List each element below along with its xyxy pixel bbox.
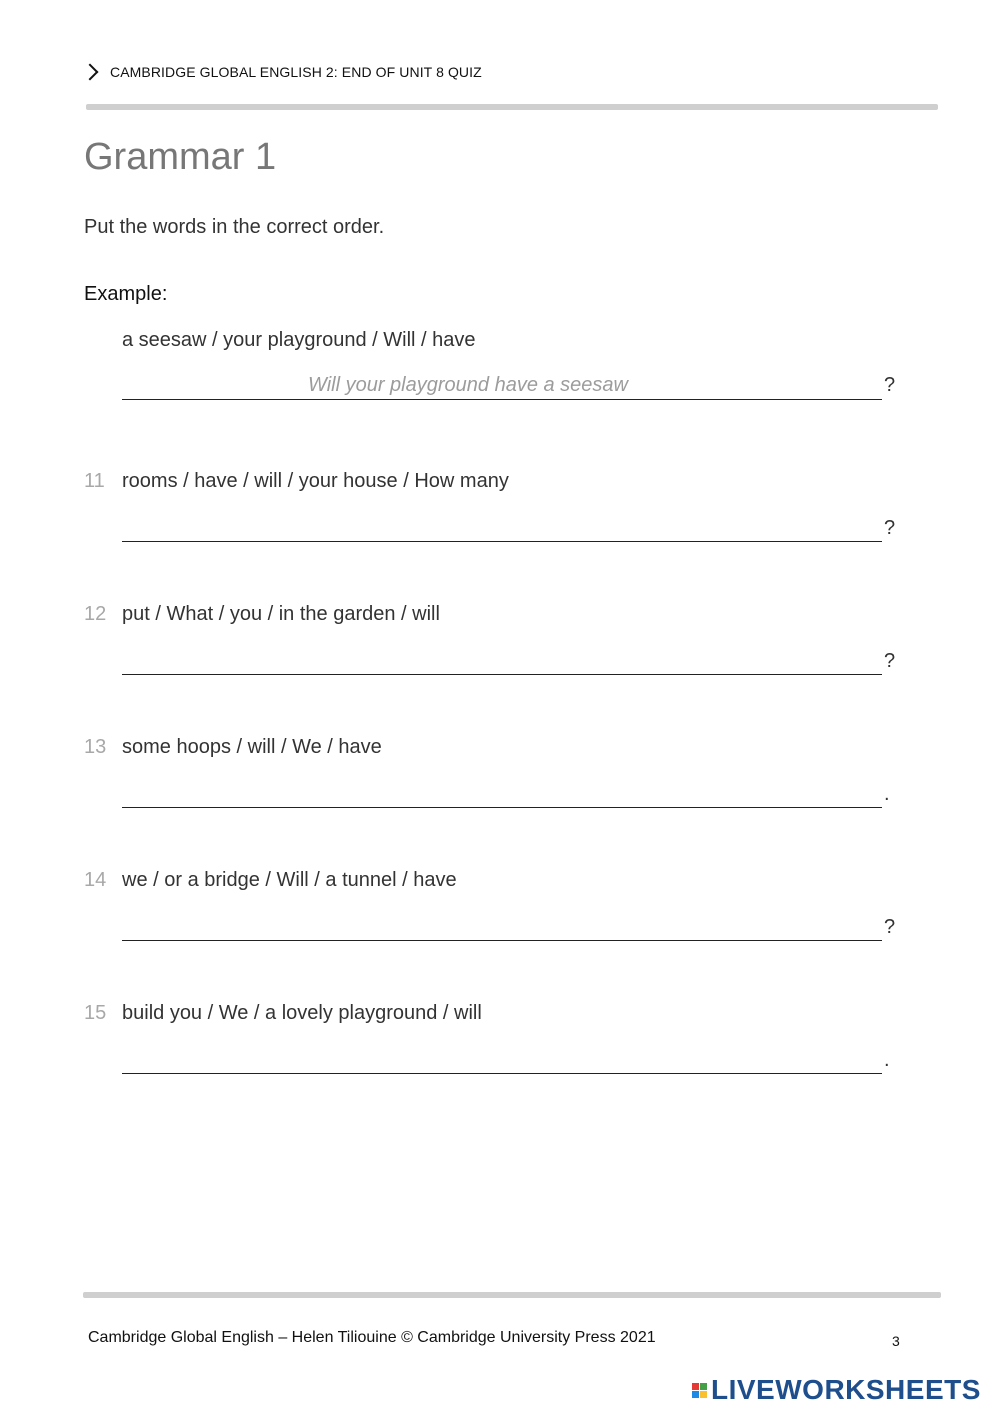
logo-square (700, 1391, 707, 1398)
question-number: 15 (84, 1002, 107, 1024)
chevron-right-icon (82, 64, 99, 81)
logo-square (692, 1391, 699, 1398)
liveworksheets-brand (692, 1374, 981, 1406)
footer-divider (83, 1292, 941, 1298)
question-prompt: put / What / you / in the garden / will (122, 603, 440, 625)
liveworksheets-logo-icon (692, 1383, 707, 1398)
question-number: 13 (84, 736, 107, 758)
instruction-text: Put the words in the correct order. (84, 216, 385, 238)
question-prompt: we / or a bridge / Will / a tunnel / have (122, 869, 457, 891)
example-prompt: a seesaw / your playground / Will / have (122, 329, 476, 351)
question-end-mark: . (884, 1049, 890, 1071)
question-prompt: build you / We / a lovely playground / will (122, 1002, 482, 1024)
header-title: CAMBRIDGE GLOBAL ENGLISH 2: END OF UNIT 8 QUIZ (110, 64, 482, 80)
answer-line[interactable] (122, 541, 882, 542)
logo-square (692, 1383, 699, 1390)
brand-name: LIVEWORKSHEETS (711, 1374, 981, 1405)
answer-line[interactable] (122, 1073, 882, 1074)
question-end-mark: ? (884, 916, 896, 938)
example-label: Example: (84, 283, 168, 305)
answer-line[interactable] (122, 940, 882, 941)
example-answer: Will your playground have a seesaw (308, 374, 628, 396)
example-answer-line (122, 399, 882, 400)
page-header (84, 64, 482, 80)
example-end-mark: ? (884, 374, 896, 396)
footer-credit: Cambridge Global English – Helen Tiliouine © Cambridge University Press 2021 (88, 1329, 656, 1346)
question-number: 11 (84, 470, 105, 492)
question-prompt: some hoops / will / We / have (122, 736, 382, 758)
page-number: 3 (892, 1333, 900, 1349)
question-end-mark: ? (884, 517, 896, 539)
header-divider (86, 104, 938, 110)
question-number: 12 (84, 603, 107, 625)
logo-square (700, 1383, 707, 1390)
question-end-mark: . (884, 783, 890, 805)
question-number: 14 (84, 869, 107, 891)
question-prompt: rooms / have / will / your house / How many (122, 470, 509, 492)
answer-line[interactable] (122, 674, 882, 675)
question-end-mark: ? (884, 650, 896, 672)
section-title: Grammar 1 (84, 136, 277, 178)
answer-line[interactable] (122, 807, 882, 808)
